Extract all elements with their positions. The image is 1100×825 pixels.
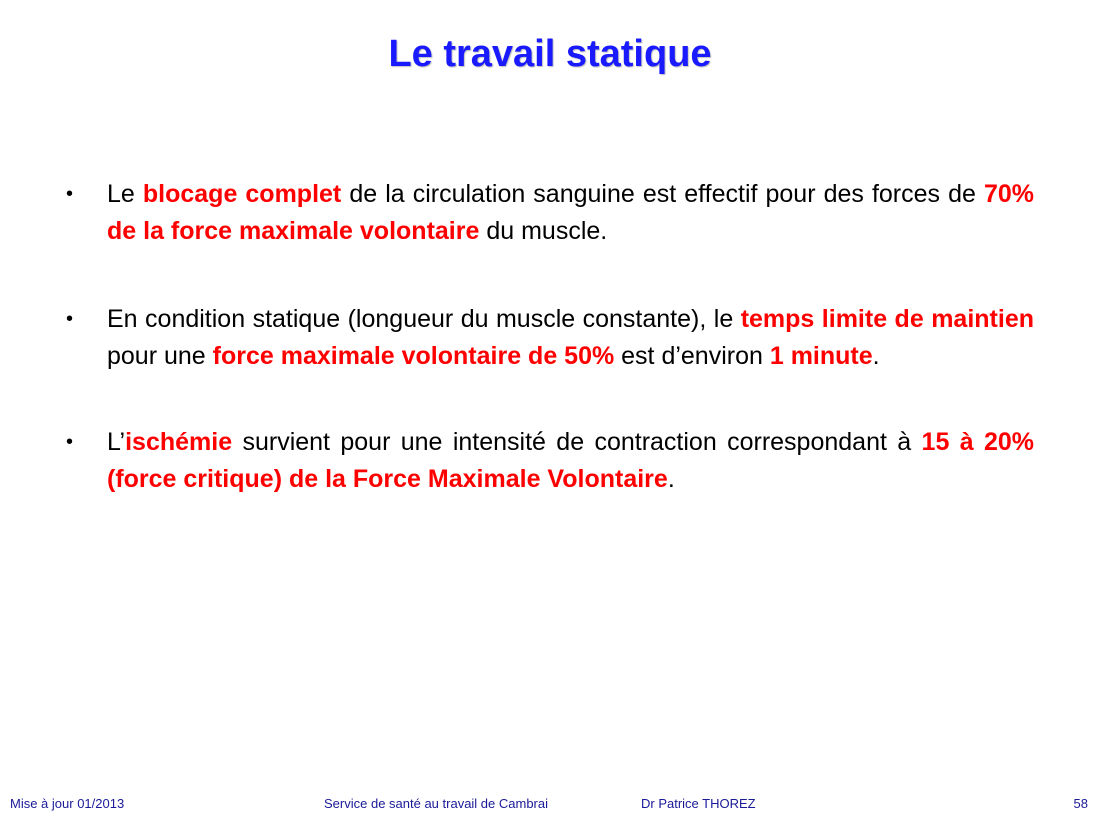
bullet-segment: L’	[107, 428, 126, 456]
highlight-segment: 15 à 20% (force critique) de la Force Maximale Volontaire	[107, 428, 1035, 493]
footer-update-date: Mise à jour 01/2013	[10, 796, 125, 811]
bullet-list	[62, 176, 1034, 498]
bullet-item-condition-statique	[62, 301, 1034, 375]
highlight-segment: blocage complet	[142, 180, 342, 208]
bullet-segment: de la circulation sanguine est effectif pour des forces de	[341, 180, 984, 208]
bullet-segment: du muscle.	[479, 217, 608, 245]
highlight-segment: 1 minute	[769, 342, 873, 370]
highlight-segment: 70% de la force maximale volontaire	[107, 180, 1035, 245]
bullet-segment: est d’environ	[614, 342, 770, 370]
footer-author: Dr Patrice THOREZ	[641, 796, 756, 811]
footer-service-name: Service de santé au travail de Cambrai	[324, 796, 549, 811]
bullet-dot-icon: •	[66, 183, 74, 205]
bullet-segment: .	[667, 465, 675, 493]
slide-title: Le travail statique	[388, 33, 712, 75]
bullet-segment: En condition statique (longueur du muscle constante), le	[107, 305, 741, 333]
bullet-segment: Le	[107, 180, 143, 208]
bullet-dot-icon: •	[66, 431, 74, 453]
bullet-item-ischemie	[62, 424, 1034, 498]
footer-page-number: 58	[1073, 796, 1088, 811]
highlight-segment: ischémie	[125, 428, 233, 456]
bullet-segment: survient pour une intensité de contraction correspondant à	[232, 428, 922, 456]
bullet-dot-icon: •	[66, 308, 74, 330]
bullet-segment: .	[872, 342, 880, 370]
highlight-segment: temps limite de maintien	[740, 305, 1034, 333]
bullet-item-blocage	[62, 176, 1034, 250]
bullet-segment: pour une	[107, 342, 213, 370]
highlight-segment: force maximale volontaire de 50%	[212, 342, 615, 370]
